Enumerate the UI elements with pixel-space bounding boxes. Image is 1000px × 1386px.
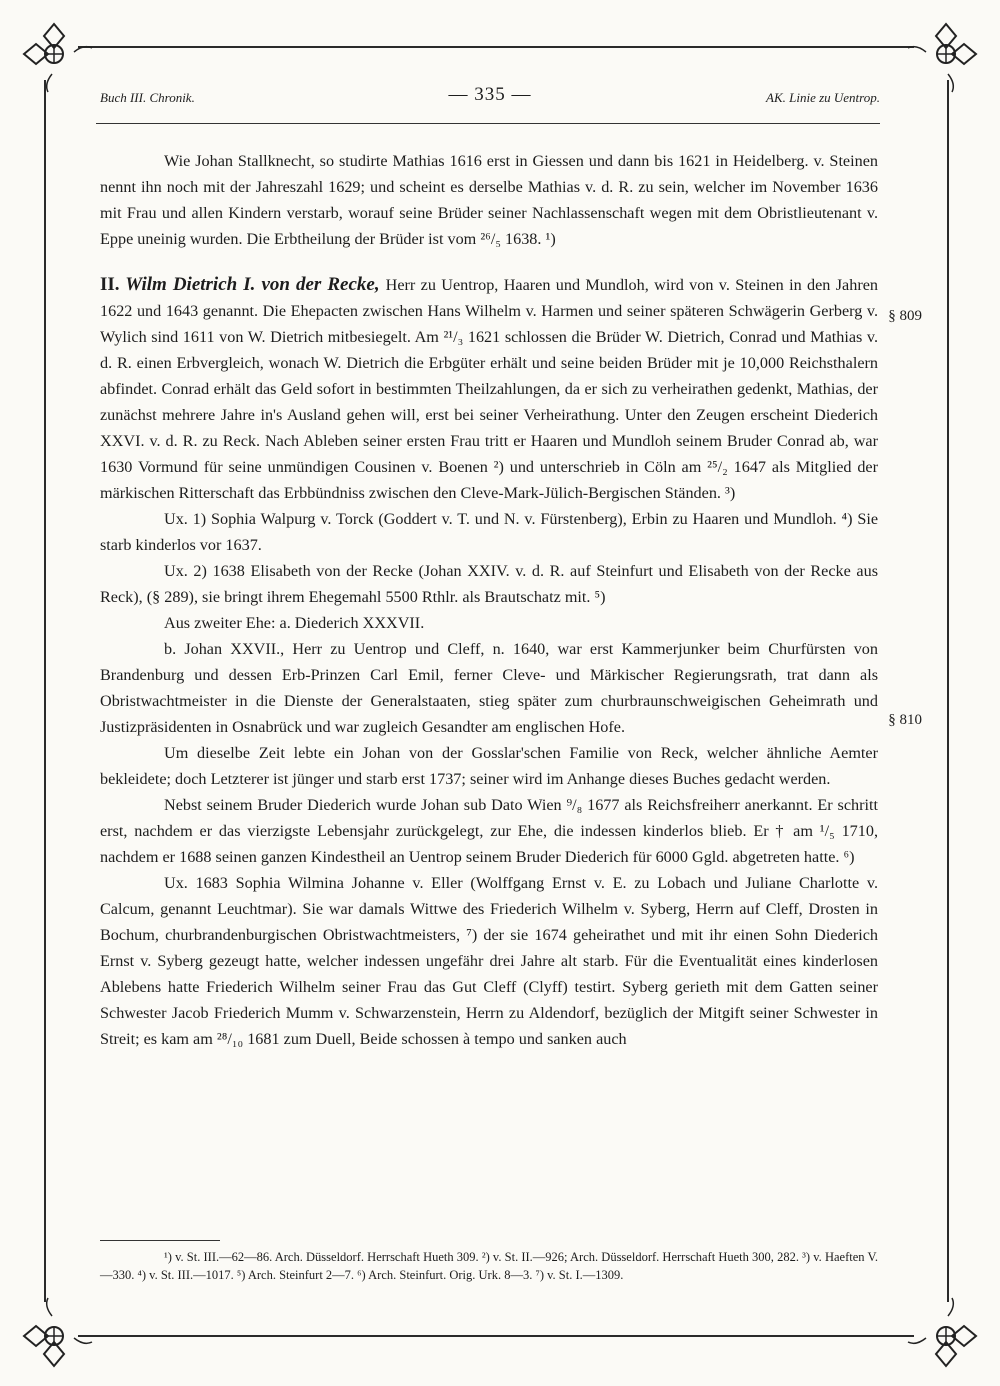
paragraph: Nebst seinem Bruder Diederich wurde Johan sub Dato Wien ⁹/₈ 1677 als Reichsfreiherr anerkannt. Er schritt erst, nachdem er das vierzigste Lebensjahr zurückgelegt, zur Ehe, die indessen kinderlos blieb. Er † am ¹/₅ 1710, nachdem er 1688 seinen ganzen Kindestheil an Uentrop seinem Bruder Diederich für 6000 Ggld. abgetreten hatte. ⁶) xyxy=(100,796,878,866)
main-text xyxy=(100,148,878,1052)
header-rule xyxy=(96,123,880,124)
section-text: Herr zu Uentrop, Haaren und Mundloh, wird von v. Steinen in den Jahren 1622 und 1643 genannt. Die Ehepacten zwischen Hans Wilhelm v. Harmen und seiner späteren Schwägerin Gerberg v. Wylich sind 1611 von W. Dietrich mitbesiegelt. Am ²¹/₃ 1621 schlossen die Brüder W. Dietrich, Conrad und Mathias v. d. R. einen Erbvergleich, wonach W. Dietrich die Erbgüter erhält und seine beiden Brüder mit je 10,000 Reichsthalern abfindet. Conrad erhält das Geld sofort in bestimmten Theilzahlungen, da er sich zu verheirathen gedenkt, Mathias, der zunächst mehrere Jahre in's Ausland gehen will, erst bei seiner Verheirathung. Unter den Zeugen erscheint Diederich XXVI. v. d. R. zu Reck. Nach Ableben seiner ersten Frau tritt er Haaren und Mundloh seinem Bruder Conrad ab, war 1630 Vormund für seine unmündigen Cousinen v. Boenen ²) und unterschrieb in Cöln am ²⁵/₂ 1647 als Mitglied der märkischen Ritterschaft das Erbbündniss zwischen den Cleve-Mark-Jülich-Bergischen Ständen. ³) xyxy=(100,276,878,502)
section-person-name: Wilm Dietrich I. von der Recke, xyxy=(125,274,380,295)
frame-right-rule xyxy=(947,80,949,1302)
header-book-title: Buch III. Chronik. xyxy=(100,90,195,105)
frame-top-rule xyxy=(78,46,914,48)
ornament-corner-top-right-icon xyxy=(906,14,986,94)
paragraph: Ux. 1683 Sophia Wilmina Johanne v. Eller (Wolffgang Ernst v. E. zu Lobach und Juliane Charlotte v. Calcum, genannt Leuchtmar). Sie war damals Wittwe des Friederich Wilhelm v. Syberg, Herrn auf Cleff, Drosten in Bochum, churbrandenburgischen Obristwachtmeisters, ⁷) der sie 1674 geheirathet und mit ihr einen Sohn Diederich Ernst v. Syberg gezeugt hatte, welcher indessen ungefähr drei Jahre alt starb. Für die Eventualität eines kinderlosen Ablebens hatte Friederich Wilhelm seiner Frau das Gut Cleff (Clyff) testirt. Syberg gerieth mit dem Gatten seiner Schwester Jacob Friederich Mumm v. Schwarzenstein, Herrn zu Aldendorf, bezüglich der Mitgift seiner Schwester in Streit; es kam am ²⁸/₁₀ 1681 zum Duell, Beide schossen à tempo und sanken auch xyxy=(100,874,878,1048)
section-heading xyxy=(100,274,386,295)
header-line-title: AK. Linie zu Uentrop. xyxy=(766,90,880,105)
paragraph: b. Johan XXVII., Herr zu Uentrop und Cleff, n. 1640, war erst Kammerjunker beim Churfürsten von Brandenburg und dessen Erb-Prinzen Carl Emil, ferner Cleve- und Märkischer Regierungsrath, trat dann als Obristwachtmeister in die Dienste der Generalstaaten, stieg später zum churbraunschweigischen Geheimrath und Justizpräsidenten in Osnabrück und war zugleich Gesandter am englischen Hofe. xyxy=(100,640,878,736)
paragraph: Ux. 1) Sophia Walpurg v. Torck (Goddert v. T. und N. v. Fürstenberg), Erbin zu Haaren und Mundloh. ⁴) Sie starb kinderlos vor 1637. xyxy=(100,510,878,554)
section-paragraph xyxy=(100,272,878,506)
page-number: — 335 — xyxy=(448,84,532,105)
paragraph: Aus zweiter Ehe: a. Diederich XXXVII. xyxy=(164,614,425,632)
ornament-corner-top-left-icon xyxy=(14,14,94,94)
paragraph: Wie Johan Stallknecht, so studirte Mathias 1616 erst in Giessen und dann bis 1621 in Heidelberg. v. Steinen nennt ihn noch mit der Jahreszahl 1629; und scheint es derselbe Mathias v. d. R. zu sein, welcher im November 1636 mit Frau und allen Kindern verstarb, worauf seine Brüder seiner Nachlassenschaft wegen mit dem Obristlieutenant v. Eppe uneinig wurden. Die Erbtheilung der Brüder ist vom ²⁶/₅ 1638. ¹) xyxy=(100,152,878,248)
ornament-corner-bottom-right-icon xyxy=(906,1296,986,1376)
margin-note-810: § 810 xyxy=(888,712,922,728)
section-number: II. xyxy=(100,274,120,295)
frame-left-rule xyxy=(44,80,46,1302)
running-header xyxy=(100,84,880,110)
footnotes xyxy=(100,1248,878,1284)
footnote-rule xyxy=(100,1240,220,1241)
frame-bottom-rule xyxy=(78,1335,914,1337)
paragraph: Ux. 2) 1638 Elisabeth von der Recke (Johan XXIV. v. d. R. auf Steinfurt und Elisabeth von der Recke aus Reck), (§ 289), sie bringt ihrem Ehegemahl 5500 Rthlr. als Brautschatz mit. ⁵) xyxy=(100,562,878,606)
paragraph: Um dieselbe Zeit lebte ein Johan von der Gosslar'schen Familie von Reck, welcher ähnliche Aemter bekleidete; doch Letzterer ist jünger und starb erst 1737; seiner wird im Anhange dieses Buches gedacht werden. xyxy=(100,744,878,788)
footnote-text: ¹) v. St. III.—62—86. Arch. Düsseldorf. Herrschaft Hueth 309. ²) v. St. II.—926; Arch. Düsseldorf. Herrschaft Hueth 300, 282. ³) v. Haeften V.—330. ⁴) v. St. III.—1017. ⁵) Arch. Steinfurt 2—7. ⁶) Arch. Steinfurt. Orig. Urk. 8—3. ⁷) v. St. I.—1309. xyxy=(100,1250,878,1282)
margin-note-809: § 809 xyxy=(888,308,922,324)
ornament-corner-bottom-left-icon xyxy=(14,1296,94,1376)
